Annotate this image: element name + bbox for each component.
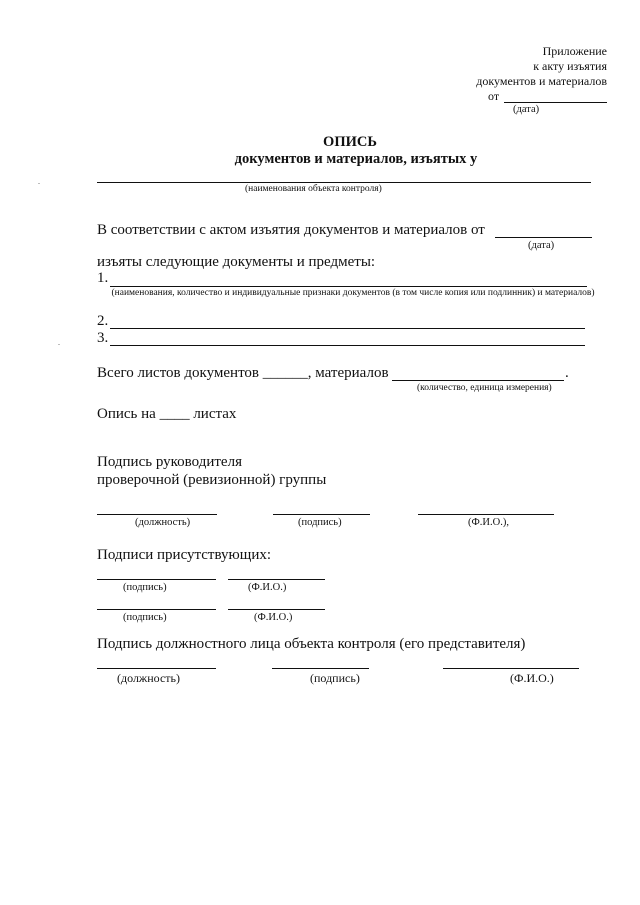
- total-caption: (количество, единица измерения): [417, 383, 552, 393]
- item-1-field[interactable]: [110, 286, 587, 287]
- attendee-1-signature-field[interactable]: [97, 579, 216, 580]
- scan-mark: [58, 344, 60, 345]
- official-signature-caption: (подпись): [310, 671, 360, 685]
- attendee-2-name-caption: (Ф.И.О.): [254, 612, 293, 623]
- leader-signature-line-2: проверочной (ревизионной) группы: [97, 472, 327, 488]
- appendix-date-field[interactable]: [504, 102, 607, 103]
- item-3-field[interactable]: [110, 345, 585, 346]
- appendix-line-3: документов и материалов: [476, 74, 607, 88]
- item-number-1: 1.: [97, 270, 109, 286]
- according-text: В соответствии с актом изъятия документов и материалов от: [97, 222, 485, 238]
- appendix-date-caption: (дата): [513, 104, 540, 115]
- official-signature-title: Подпись должностного лица объекта контроля (его представителя): [97, 636, 526, 652]
- leader-signature-caption: (подпись): [298, 517, 342, 528]
- act-date-field[interactable]: [495, 237, 592, 238]
- attendee-2-name-field[interactable]: [228, 609, 325, 610]
- item-number-2: 2.: [97, 313, 109, 329]
- attendee-1-name-caption: (Ф.И.О.): [248, 582, 287, 593]
- attendees-title: Подписи присутствующих:: [97, 547, 272, 563]
- object-name-field[interactable]: [97, 182, 591, 183]
- seized-text: изъяты следующие документы и предметы:: [97, 254, 376, 270]
- act-date-caption: (дата): [528, 240, 555, 251]
- object-name-caption: (наименования объекта контроля): [245, 184, 382, 194]
- attendee-2-signature-field[interactable]: [97, 609, 216, 610]
- official-position-field[interactable]: [97, 668, 216, 669]
- attendee-1-signature-caption: (подпись): [123, 582, 167, 593]
- official-signature-field[interactable]: [272, 668, 369, 669]
- inventory-sheets-text: Опись на ____ листах: [97, 406, 237, 422]
- leader-position-field[interactable]: [97, 514, 217, 515]
- appendix-line-2: к акту изъятия: [533, 59, 607, 73]
- leader-position-caption: (должность): [135, 517, 191, 528]
- total-end-punct: .: [565, 365, 569, 381]
- official-position-caption: (должность): [117, 671, 180, 685]
- official-name-caption: (Ф.И.О.): [510, 671, 554, 685]
- leader-name-caption: (Ф.И.О.),: [468, 517, 509, 528]
- item-number-3: 3.: [97, 330, 109, 346]
- leader-signature-field[interactable]: [273, 514, 370, 515]
- item-caption: (наименования, количество и индивидуальные признаки документов (в том числе копия или подлинник) и материалов): [111, 288, 595, 298]
- attendee-1-name-field[interactable]: [228, 579, 325, 580]
- appendix-line-1: Приложение: [542, 44, 607, 58]
- total-sheets-text: Всего листов документов ______, материалов: [97, 365, 389, 381]
- official-name-field[interactable]: [443, 668, 579, 669]
- item-2-field[interactable]: [110, 328, 585, 329]
- document-subtitle: документов и материалов, изъятых у: [234, 151, 478, 167]
- document-title: ОПИСЬ: [323, 134, 377, 150]
- attendee-2-signature-caption: (подпись): [123, 612, 167, 623]
- scan-mark: [38, 183, 40, 184]
- appendix-from-label: от: [488, 89, 500, 103]
- materials-quantity-field[interactable]: [392, 380, 564, 381]
- leader-name-field[interactable]: [418, 514, 554, 515]
- leader-signature-line-1: Подпись руководителя: [97, 454, 242, 470]
